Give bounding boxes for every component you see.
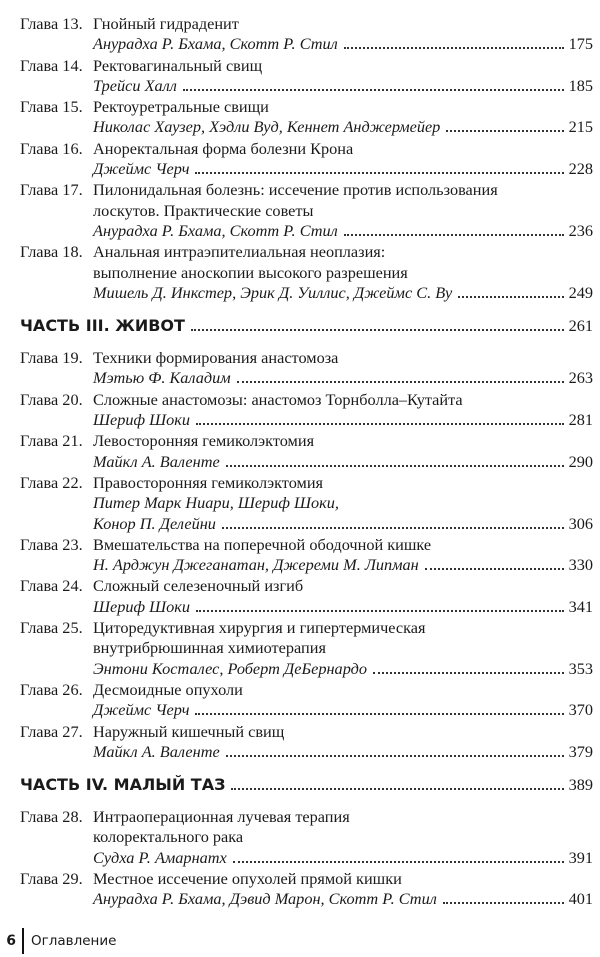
chapter-authors: Майкл А. Валенте (93, 451, 220, 471)
part-title: ЧАСТЬ III. ЖИВОТ (20, 316, 185, 336)
dot-leader (226, 464, 564, 467)
toc-chapter-entry (20, 348, 593, 389)
chapter-details (93, 139, 593, 180)
chapter-number: Глава 25. (20, 618, 83, 638)
page-number: 261 (568, 316, 593, 336)
chapter-details (93, 722, 593, 763)
chapter-number: Глава 22. (20, 472, 83, 492)
authors-line (93, 889, 593, 909)
dot-leader (373, 671, 564, 674)
authors-line (93, 452, 593, 472)
authors-line (93, 34, 593, 54)
dot-leader (231, 787, 563, 790)
chapter-title: Аноректальная форма болезни Крона (93, 138, 354, 158)
authors-line (93, 659, 593, 679)
chapter-title: Циторедуктивная хирургия и гипертермическая (93, 618, 426, 638)
chapter-title: колоректального рака (93, 827, 244, 847)
toc-part-heading (20, 316, 593, 336)
chapter-title: Вмешательства на поперечной ободочной кишке (93, 534, 432, 554)
dot-leader (344, 46, 564, 49)
dot-leader (458, 295, 563, 298)
toc-chapter-entry (20, 56, 593, 97)
chapter-authors: Анурадха Р. Бхама, Дэвид Марон, Скотт Р. Стил (93, 889, 437, 909)
chapter-authors: Джеймс Черч (93, 159, 190, 179)
toc-part-line (20, 775, 593, 795)
dot-leader (344, 233, 564, 236)
page-number: 175 (568, 34, 593, 54)
chapter-title: Интраоперационная лучевая терапия (93, 807, 350, 827)
chapter-title: внутрибрюшинная химиотерапия (93, 638, 326, 658)
chapter-details (93, 242, 593, 303)
authors-line (93, 283, 593, 303)
chapter-title: Анальная интраэпителиальная неоплазия: (93, 242, 386, 262)
chapter-authors: Энтони Косталес, Роберт ДеБернардо (93, 658, 367, 678)
toc-chapter-entry (20, 722, 593, 763)
authors-line (93, 597, 593, 617)
chapter-details (93, 535, 593, 576)
page-number: 401 (568, 889, 593, 909)
running-header: Оглавление (31, 933, 117, 949)
authors-line (93, 159, 593, 179)
toc-chapter-entry (20, 431, 593, 472)
chapter-number: Глава 21. (20, 431, 83, 451)
dot-leader (446, 129, 563, 132)
toc-chapter-entry (20, 618, 593, 679)
toc-chapter-entry (20, 535, 593, 576)
chapter-title: Гнойный гидраденит (93, 14, 239, 33)
page-number: 391 (568, 847, 593, 867)
chapter-number: Глава 20. (20, 389, 83, 409)
authors-line (93, 410, 593, 430)
dot-leader (425, 567, 564, 570)
page-number: 306 (568, 513, 593, 533)
page-number: 236 (568, 220, 593, 240)
chapter-details (93, 14, 593, 55)
chapter-authors: Майкл А. Валенте (93, 741, 220, 761)
chapter-authors: Джеймс Черч (93, 700, 190, 720)
authors-line (93, 555, 593, 575)
chapter-details (93, 807, 593, 868)
toc-chapter-entry (20, 180, 593, 241)
dot-leader (233, 860, 564, 863)
chapter-authors: Н. Арджун Джеганатан, Джереми М. Липман (93, 555, 419, 575)
chapter-number: Глава 13. (20, 14, 83, 33)
chapter-details (93, 473, 593, 534)
chapter-authors: Николас Хаузер, Хэдли Вуд, Кеннет Анджермейер (93, 117, 441, 137)
chapter-number: Глава 17. (20, 180, 83, 200)
authors-line (93, 76, 593, 96)
chapter-details (93, 576, 593, 617)
chapter-title: Пилонидальная болезнь: иссечение против использования (93, 180, 498, 200)
page-number: 249 (568, 282, 593, 302)
toc-chapter-entry (20, 97, 593, 138)
chapter-authors: Анурадха Р. Бхама, Скотт Р. Стил (93, 34, 338, 54)
chapter-title: Сложный селезеночный изгиб (93, 576, 304, 596)
part-title: ЧАСТЬ IV. МАЛЫЙ ТАЗ (20, 775, 226, 795)
chapter-number: Глава 24. (20, 576, 83, 596)
chapter-details (93, 97, 593, 138)
dot-leader (222, 526, 564, 529)
chapter-details (93, 56, 593, 97)
page-number: 290 (568, 451, 593, 471)
toc-part-heading (20, 775, 593, 795)
page-number: 379 (568, 741, 593, 761)
chapter-title: Десмоидные опухоли (93, 679, 243, 699)
dot-leader (226, 754, 564, 757)
authors-line (93, 848, 593, 868)
page-number: 370 (568, 700, 593, 720)
chapter-authors: Шериф Шоки (93, 410, 190, 430)
toc-chapter-entry (20, 869, 593, 910)
authors-line (93, 117, 593, 137)
dot-leader (196, 422, 564, 425)
chapter-title: Левосторонняя гемиколэктомия (93, 431, 315, 451)
dot-leader (195, 712, 563, 715)
page-number: 353 (568, 658, 593, 678)
page-number: 330 (568, 555, 593, 575)
table-of-contents (20, 14, 593, 911)
chapter-title: Ректоуретральные свищи (93, 97, 269, 117)
page-number: 389 (568, 775, 593, 795)
chapter-title: выполнение аноскопии высокого разрешения (93, 262, 408, 282)
toc-chapter-entry (20, 14, 593, 55)
authors-line (93, 368, 593, 388)
chapter-number: Глава 14. (20, 55, 83, 75)
page-footer (0, 928, 116, 954)
chapter-number: Глава 19. (20, 348, 83, 368)
chapter-authors: Судха Р. Амарнатх (93, 847, 227, 867)
page-number: 263 (568, 368, 593, 388)
chapter-number: Глава 23. (20, 534, 83, 554)
chapter-title: лоскутов. Практические советы (93, 200, 314, 220)
dot-leader (191, 328, 564, 331)
chapter-number: Глава 16. (20, 138, 83, 158)
page-number: 281 (568, 410, 593, 430)
toc-chapter-entry (20, 576, 593, 617)
toc-chapter-entry (20, 139, 593, 180)
dot-leader (183, 88, 564, 91)
toc-part-line (20, 316, 593, 336)
toc-chapter-entry (20, 473, 593, 534)
authors-line (93, 221, 593, 241)
chapter-title: Правосторонняя гемиколэктомия (93, 472, 324, 492)
toc-chapter-entry (20, 390, 593, 431)
chapter-number: Глава 18. (20, 242, 83, 262)
chapter-details (93, 390, 593, 431)
page-number: 228 (568, 159, 593, 179)
page-number: 215 (568, 117, 593, 137)
chapter-details (93, 180, 593, 241)
chapter-number: Глава 26. (20, 679, 83, 699)
toc-chapter-entry (20, 680, 593, 721)
chapter-title: Наружный кишечный свищ (93, 721, 285, 741)
chapter-authors: Мэтью Ф. Каладим (93, 368, 231, 388)
chapter-number: Глава 29. (20, 868, 83, 888)
chapter-details (93, 431, 593, 472)
chapter-authors: Питер Марк Ниари, Шериф Шоки, (93, 493, 339, 513)
authors-line (93, 700, 593, 720)
authors-line (93, 514, 593, 534)
chapter-details (93, 618, 593, 679)
page-number: 341 (568, 596, 593, 616)
chapter-number: Глава 15. (20, 97, 83, 117)
chapter-authors: Шериф Шоки (93, 596, 190, 616)
page-number: 6 (6, 933, 16, 949)
chapter-title: Сложные анастомозы: анастомоз Торнболла–Кутайта (93, 389, 463, 409)
chapter-authors: Анурадха Р. Бхама, Скотт Р. Стил (93, 220, 338, 240)
chapter-number: Глава 27. (20, 721, 83, 741)
chapter-details (93, 348, 593, 389)
authors-line (93, 742, 593, 762)
chapter-details (93, 869, 593, 910)
dot-leader (237, 380, 564, 383)
chapter-authors: Трейси Халл (93, 75, 177, 95)
dot-leader (196, 609, 564, 612)
dot-leader (443, 901, 564, 904)
chapter-authors: Конор П. Делейни (93, 513, 216, 533)
chapter-number: Глава 28. (20, 807, 83, 827)
chapter-authors: Мишель Д. Инкстер, Эрик Д. Уиллис, Джеймс С. Ву (93, 282, 453, 302)
toc-chapter-entry (20, 242, 593, 303)
footer-divider (22, 928, 24, 954)
chapter-details (93, 680, 593, 721)
toc-chapter-entry (20, 807, 593, 868)
chapter-title: Техники формирования анастомоза (93, 348, 339, 368)
dot-leader (195, 171, 563, 174)
chapter-title: Местное иссечение опухолей прямой кишки (93, 868, 402, 888)
page-number: 185 (568, 75, 593, 95)
chapter-title: Ректовагинальный свищ (93, 55, 263, 75)
